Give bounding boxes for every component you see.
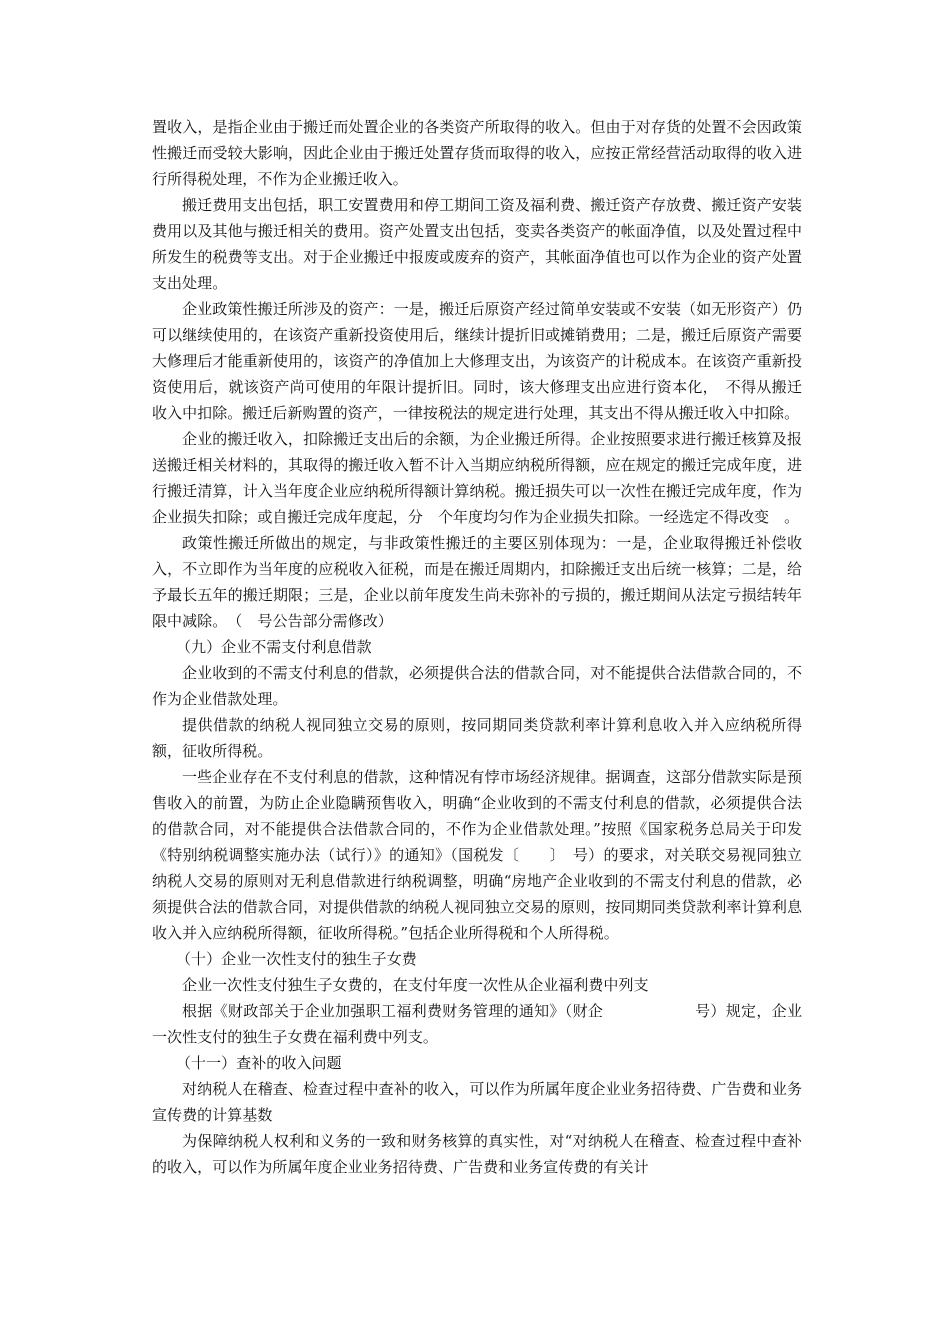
section-heading: （十一）查补的收入问题 [176, 1054, 342, 1072]
paragraph: 置收入，是指企业由于搬迁而处置企业的各类资产所取得的收入。但由于对存货的处置不会因政策性搬迁而受较大影响，因此企业由于搬迁处置存货而取得的收入，应按正常经营活动取得的收入进行所得税处理，不作为企业搬迁收入。 [152, 118, 802, 188]
paragraph: 企业收到的不需支付利息的借款，必须提供合法的借款合同，对不能提供合法借款合同的，不作为企业借款处理。 [152, 664, 802, 708]
paragraph: 企业的搬迁收入，扣除搬迁支出后的余额，为企业搬迁所得。企业按照要求进行搬迁核算及报送搬迁相关材料的，其取得的搬迁收入暂不计入当期应纳税所得额，应在规定的搬迁完成年度，进行搬迁清算，计入当年度企业应纳税所得额计算纳税。搬迁损失可以一次性在搬迁完成年度，作为企业损失扣除；或自搬迁完成年度起，分 个年度均匀作为企业损失扣除。一经选定不得改变 。 [152, 430, 802, 526]
paragraph: 一些企业存在不支付利息的借款，这种情况有悖市场经济规律。据调查，这部分借款实际是预售收入的前置，为防止企业隐瞒预售收入，明确“企业收到的不需支付利息的借款，必须提供合法的借款合同，对不能提供合法借款合同的，不作为企业借款处理。”按照《国家税务总局关于印发《特别纳税调整实施办法（试行）》的通知》（国税发〔 〕 号）的要求，对关联交易视同独立纳税人交易的原则对无利息借款进行纳税调整，明确“房地产企业收到的不需支付利息的借款，必须提供合法的借款合同，对提供借款的纳税人视同独立交易的原则，按同期同类贷款利率计算利息收入并入应纳税所得额，征收所得税。”包括企业所得税和个人所得税。 [152, 768, 802, 942]
paragraph: 政策性搬迁所做出的规定，与非政策性搬迁的主要区别体现为：一是，企业取得搬迁补偿收入，不立即作为当年度的应税收入征税，而是在搬迁周期内，扣除搬迁支出后统一核算；二是，给予最长五年的搬迁期限；三是，企业以前年度发生尚未弥补的亏损的，搬迁期间从法定亏损结转年限中减除。 （ 号公告部分需修改） [152, 534, 802, 630]
paragraph: 企业政策性搬迁所涉及的资产：一是，搬迁后原资产经过简单安装或不安装（如无形资产）仍可以继续使用的，在该资产重新投资使用后，继续计提折旧或摊销费用；二是，搬迁后原资产需要大修理后才能重新使用的，该资产的净值加上大修理支出，为该资产的计税成本。在该资产重新投资使用后，就该资产尚可使用的年限计提折旧。同时，该大修理支出应进行资本化， 不得从搬迁收入中扣除。搬迁后新购置的资产，一律按税法的规定进行处理，其支出不得从搬迁收入中扣除。 [152, 300, 802, 422]
document-body [152, 114, 802, 1180]
paragraph: 为保障纳税人权利和义务的一致和财务核算的真实性，对“对纳税人在稽查、检查过程中查补的收入，可以作为所属年度企业业务招待费、广告费和业务宣传费的有关计 [152, 1132, 802, 1176]
section-heading: （十）企业一次性支付的独生子女费 [176, 950, 417, 968]
paragraph: 企业一次性支付独生子女费的，在支付年度一次性从企业福利费中列支 [182, 976, 649, 994]
section-heading: （九）企业不需支付利息借款 [176, 638, 372, 656]
paragraph: 对纳税人在稽查、检查过程中查补的收入，可以作为所属年度企业业务招待费、广告费和业务宣传费的计算基数 [152, 1080, 802, 1124]
paragraph: 搬迁费用支出包括，职工安置费用和停工期间工资及福利费、搬迁资产存放费、搬迁资产安装费用以及其他与搬迁相关的费用。资产处置支出包括，变卖各类资产的帐面净值，以及处置过程中所发生的税费等支出。对于企业搬迁中报废或废弃的资产，其帐面净值也可以作为企业的资产处置支出处理。 [152, 196, 802, 292]
paragraph: 提供借款的纳税人视同独立交易的原则，按同期同类贷款利率计算利息收入并入应纳税所得额，征收所得税。 [152, 716, 802, 760]
paragraph: 根据《财政部关于企业加强职工福利费财务管理的通知》（财企 号）规定，企业一次性支付的独生子女费在福利费中列支。 [152, 1002, 802, 1046]
